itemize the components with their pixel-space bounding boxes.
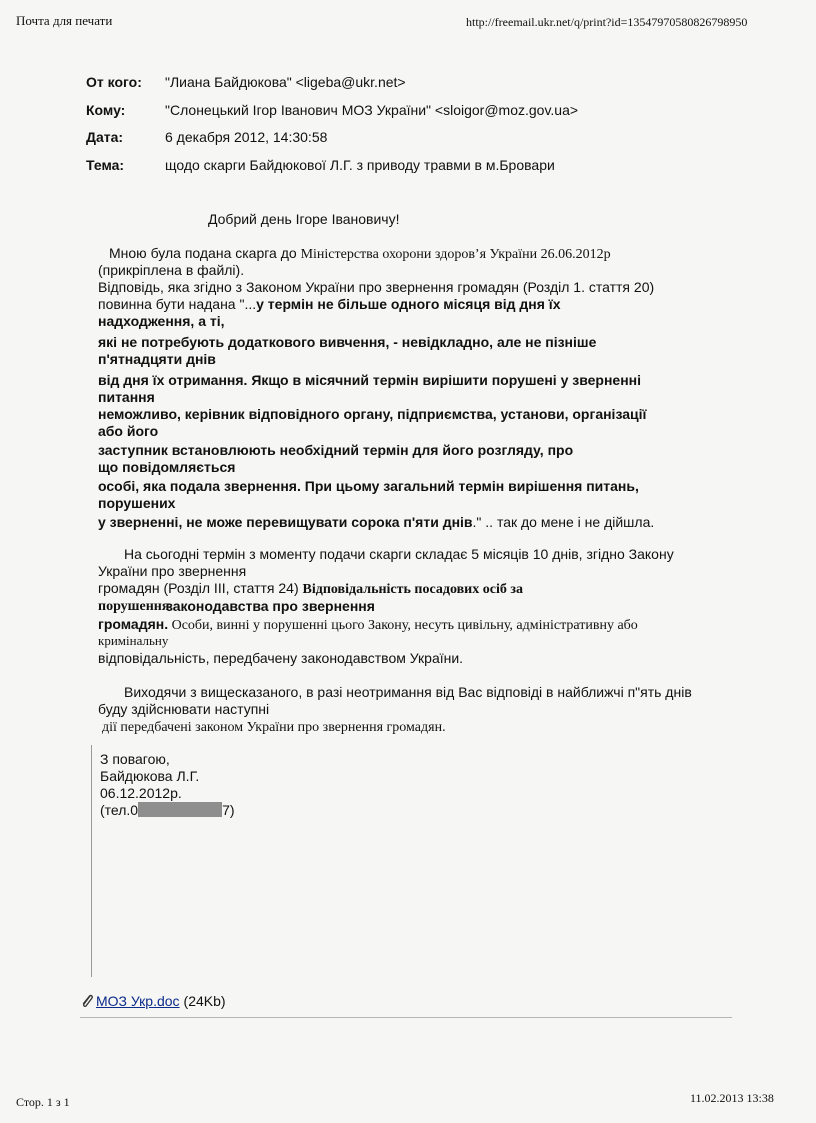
subject-label: Тема: bbox=[86, 157, 125, 173]
body-line: буду здійснювати наступні bbox=[98, 701, 270, 717]
from-label: От кого: bbox=[86, 74, 142, 90]
phone-suffix: 7) bbox=[222, 802, 235, 818]
signature-date: 06.12.2012р. bbox=[100, 785, 182, 801]
body-line: дії передбачені законом України про звернення громадян. bbox=[102, 720, 446, 735]
quote-text: Відповідальність посадових осіб за bbox=[302, 582, 523, 597]
quote-line-tail: законодавства про звернення bbox=[166, 598, 375, 614]
page-number: Стор. 1 з 1 bbox=[16, 1095, 70, 1109]
print-url: http://freemail.ukr.net/q/print?id=13547970580826798950 bbox=[466, 15, 748, 29]
quote-text: у зверненні, не може перевищувати сорока п'яти днів bbox=[98, 514, 473, 530]
body-line bbox=[98, 580, 523, 598]
body-text: Особи, винні у порушенні цього Закону, несуть цивільну, адміністративну або bbox=[168, 618, 638, 633]
quote-text: у термін не більше одного місяця від дня їх bbox=[256, 296, 561, 312]
body-line bbox=[98, 616, 638, 634]
attachment-link[interactable]: МОЗ Укр.doc bbox=[96, 993, 180, 1009]
body-line bbox=[98, 296, 561, 313]
quote-line: питання bbox=[98, 389, 155, 405]
greeting: Добрий день Ігоре Івановичу! bbox=[208, 211, 400, 227]
to-value: "Слонецький Ігор Іванович МОЗ України" <sloigor@moz.gov.ua> bbox=[165, 102, 579, 118]
quote-line: заступник встановлюють необхідний термін для його розгляду, про bbox=[98, 442, 574, 458]
from-value: "Лиана Байдюкова" <ligeba@ukr.net> bbox=[165, 74, 406, 90]
quote-line: надходження, а ті, bbox=[98, 313, 225, 329]
body-line: На сьогодні термін з моменту подачи скарги складає 5 місяців 10 днів, згідно Закону bbox=[124, 546, 674, 562]
print-page-title: Почта для печати bbox=[16, 13, 113, 28]
quote-line: особі, яка подала звернення. При цьому загальний термін вирішення питань, bbox=[98, 478, 639, 494]
signature-name: Байдюкова Л.Г. bbox=[100, 768, 200, 784]
attachment-size: (24Kb) bbox=[183, 993, 226, 1009]
signature-regards: З повагою, bbox=[100, 751, 170, 767]
quote-line: від дня їх отримання. Якщо в місячний термін вирішити порушені у зверненні bbox=[98, 372, 642, 388]
body-line: (прикріплена в файлі). bbox=[98, 262, 245, 278]
redaction-block bbox=[138, 802, 222, 817]
quote-divider bbox=[91, 745, 92, 977]
date-label: Дата: bbox=[86, 129, 124, 145]
body-text: Мною була подана скарга до bbox=[109, 245, 301, 261]
quote-text: порушення bbox=[98, 599, 170, 614]
phone-prefix: (тел.0 bbox=[100, 802, 139, 818]
body-text: ." .. так до мене і не дійшла. bbox=[472, 514, 655, 530]
body-line: України про звернення bbox=[98, 563, 247, 579]
quote-line: або його bbox=[98, 423, 159, 439]
subject-value: щодо скарги Байдюкової Л.Г. з приводу травми в м.Бровари bbox=[165, 157, 555, 173]
attachment bbox=[80, 993, 226, 1009]
quote-line: порушених bbox=[98, 495, 176, 511]
body-text: громадян (Розділ ІІІ, стаття 24) bbox=[98, 580, 303, 596]
quote-line: неможливо, керівник відповідного органу, підприємства, установи, організації bbox=[98, 406, 647, 422]
body-line: Відповідь, яка згідно з Законом України про звернення громадян (Розділ 1. стаття 20) bbox=[98, 279, 655, 295]
quote-line: п'ятнадцяти днів bbox=[98, 351, 216, 367]
body-line: відповідальність, передбачену законодавством України. bbox=[98, 650, 464, 666]
body-line bbox=[98, 514, 654, 531]
quote-text: громадян. bbox=[98, 616, 169, 632]
body-text: повинна бути надана "... bbox=[98, 296, 257, 312]
body-line: Виходячи з вищесказаного, в разі неотримання від Вас відповіді в найближчі п"ять днів bbox=[124, 684, 692, 700]
print-datetime: 11.02.2013 13:38 bbox=[690, 1091, 774, 1105]
to-label: Кому: bbox=[86, 102, 126, 118]
date-value: 6 декабря 2012, 14:30:58 bbox=[165, 129, 328, 145]
body-text: Міністерства охорони здоров’я України 26.06.2012р bbox=[300, 247, 611, 262]
body-line bbox=[98, 245, 611, 263]
divider bbox=[80, 1017, 732, 1018]
quote-line: що повідомляється bbox=[98, 459, 236, 475]
quote-line: які не потребують додаткового вивчення, - невідкладно, але не пізніше bbox=[98, 334, 597, 350]
signature-phone bbox=[100, 802, 235, 819]
body-line: кримінальну bbox=[98, 633, 169, 648]
body-line bbox=[98, 598, 169, 615]
paperclip-icon bbox=[80, 993, 94, 1009]
